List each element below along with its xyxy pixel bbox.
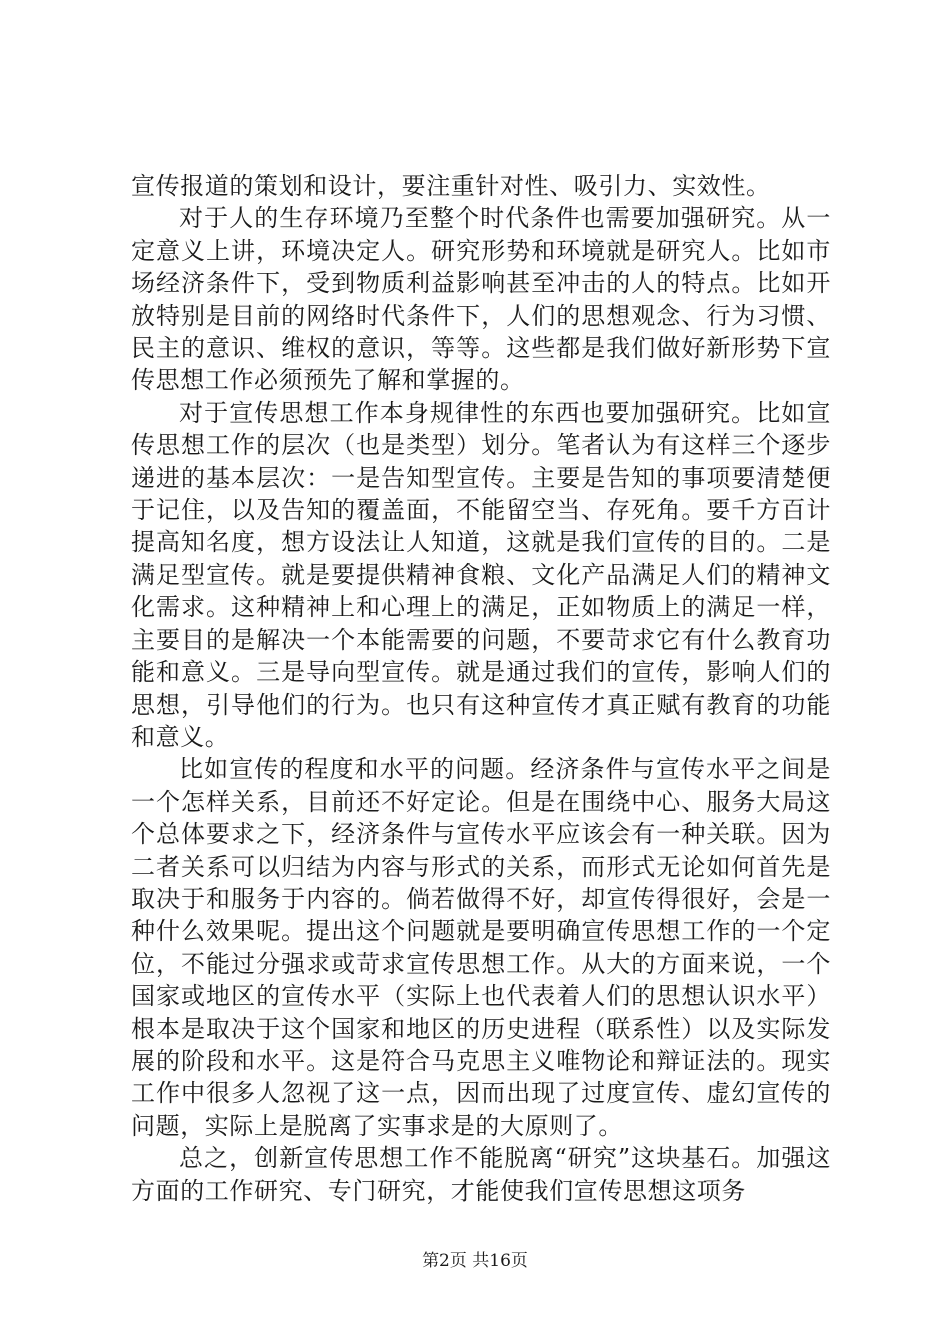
paragraph-5: 总之，创新宣传思想工作不能脱离“研究”这块基石。加强这方面的工作研究、专门研究，才能使我们宣传思想这项务: [131, 1144, 831, 1205]
paragraph-3: 对于宣传思想工作本身规律性的东西也要加强研究。比如宣传思想工作的层次（也是类型）划分。笔者认为有这样三个逐步递进的基本层次：一是告知型宣传。主要是告知的事项要清楚便于记住，以及告知的覆盖面，不能留空当、存死角。要千方百计提高知名度，想方设法让人知道，这就是我们宣传的目的。二是满足型宣传。就是要提供精神食粮、文化产品满足人们的精神文化需求。这种精神上和心理上的满足，正如物质上的满足一样，主要目的是解决一个本能需要的问题，不要苛求它有什么教育功能和意义。三是导向型宣传。就是通过我们的宣传，影响人们的思想，引导他们的行为。也只有这种宣传才真正赋有教育的功能和意义。: [131, 398, 831, 751]
paragraph-2: 对于人的生存环境乃至整个时代条件也需要加强研究。从一定意义上讲，环境决定人。研究形势和环境就是研究人。比如市场经济条件下，受到物质利益影响甚至冲击的人的特点。比如开放特别是目前的网络时代条件下，人们的思想观念、行为习惯、民主的意识、维权的意识，等等。这些都是我们做好新形势下宣传思想工作必须预先了解和掌握的。: [131, 204, 831, 395]
page-number-footer: 第2页 共16页: [422, 1251, 528, 1271]
paragraph-4: 比如宣传的程度和水平的问题。经济条件与宣传水平之间是一个怎样关系，目前还不好定论。但是在围绕中心、服务大局这个总体要求之下，经济条件与宣传水平应该会有一种关联。因为二者关系可以归结为内容与形式的关系，而形式无论如何首先是取决于和服务于内容的。倘若做得不好，却宣传得很好，会是一种什么效果呢。提出这个问题就是要明确宣传思想工作的一个定位，不能过分强求或苛求宣传思想工作。从大的方面来说，一个国家或地区的宣传水平（实际上也代表着人们的思想认识水平）根本是取决于这个国家和地区的历史进程（联系性）以及实际发展的阶段和水平。这是符合马克思主义唯物论和辩证法的。现实工作中很多人忽视了这一点，因而出现了过度宣传、虚幻宣传的问题，实际上是脱离了实事求是的大原则了。: [131, 755, 831, 1140]
document-body: [131, 170, 831, 1207]
paragraph-1: 宣传报道的策划和设计，要注重针对性、吸引力、实效性。: [131, 172, 771, 200]
